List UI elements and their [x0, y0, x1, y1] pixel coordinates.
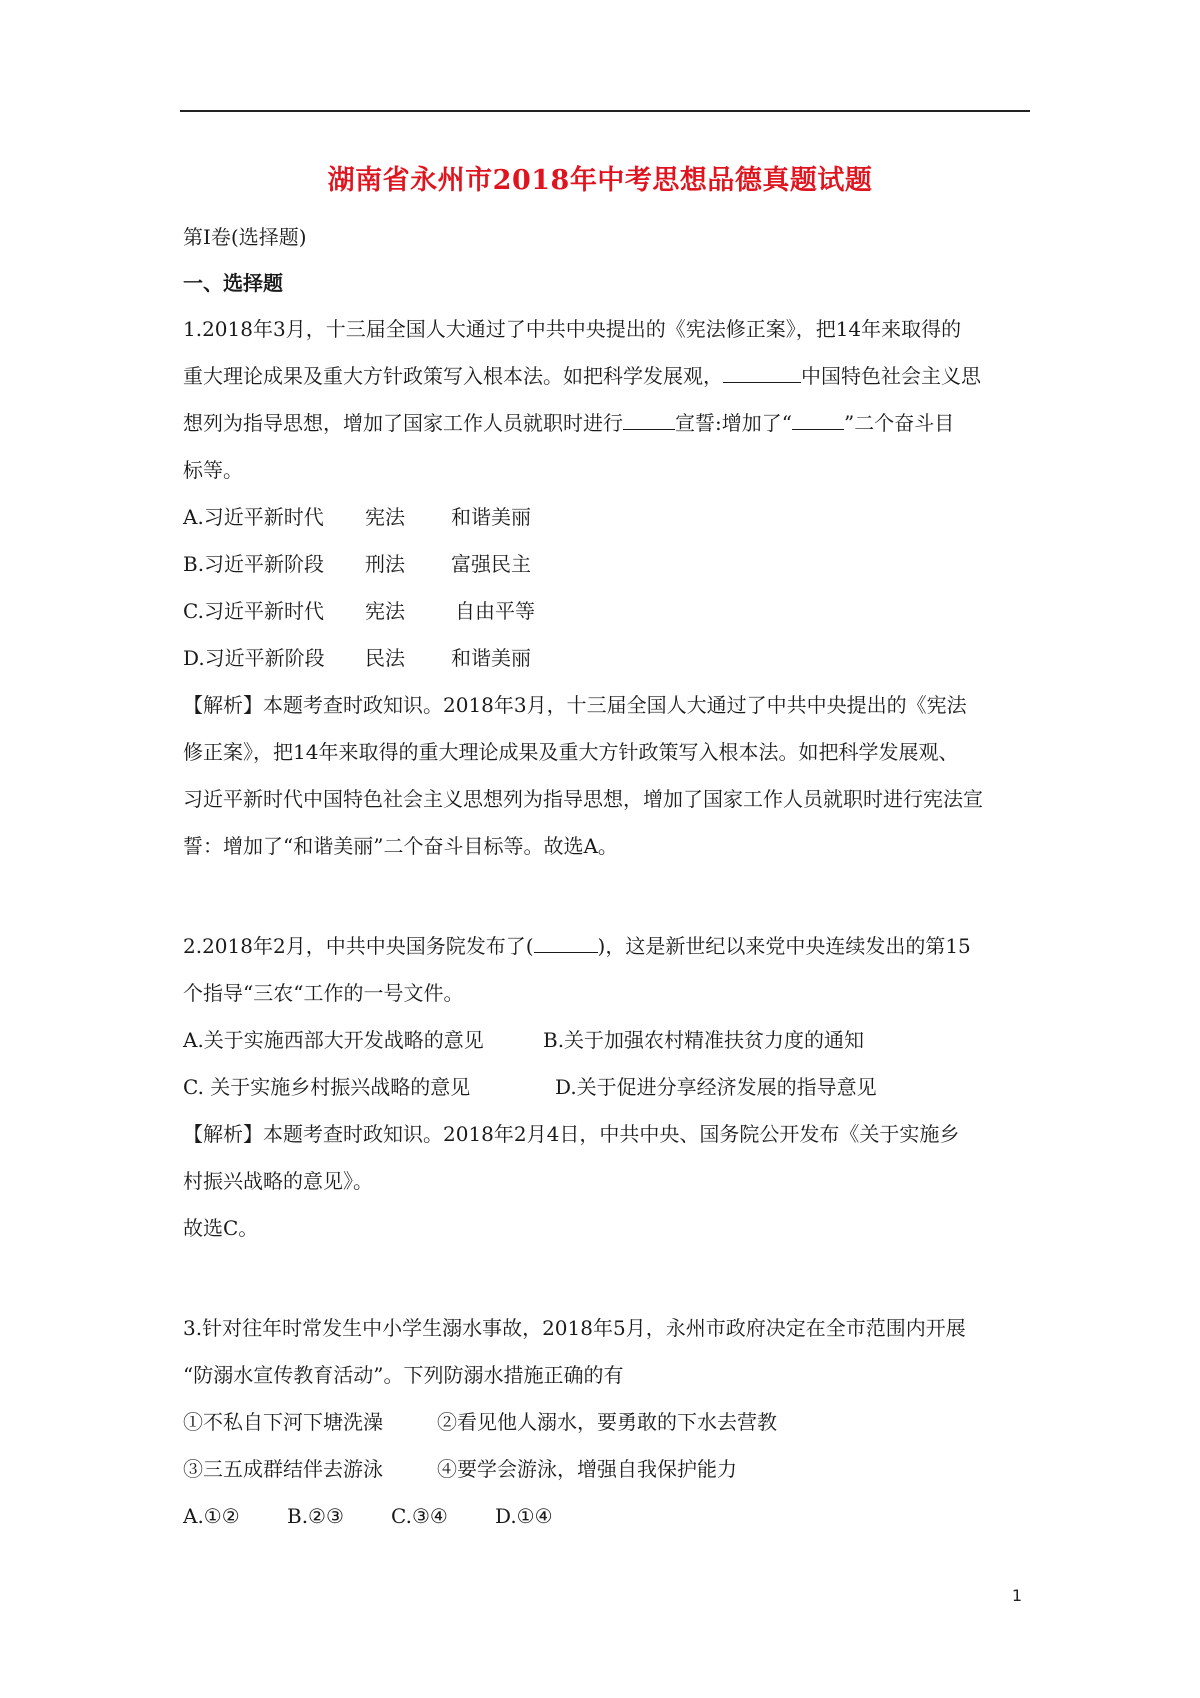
q1-line-3-text-c: ”二个奋斗目	[843, 411, 955, 435]
q1-option-c-goal: 自由平等	[455, 599, 535, 623]
q1-line-4: 标等。	[183, 458, 243, 482]
q1-line-1: 1.2018年3月，十三届全国人大通过了中共中央提出的《宪法修正案》，把14年来取得的	[183, 317, 962, 341]
part-label: 第Ⅰ卷(选择题)	[183, 225, 307, 249]
section-label: 一、选择题	[183, 271, 283, 295]
q3-option-d: D.①④	[495, 1504, 553, 1528]
q2-option-d: D.关于促进分享经济发展的指导意见	[555, 1075, 877, 1099]
q1-option-c-law: 宪法	[365, 599, 405, 623]
q2-option-a: A.关于实施西部大开发战略的意见	[183, 1028, 484, 1052]
q1-line-3-text-b: 宣誓:增加了“	[675, 411, 792, 435]
q3-options	[183, 1501, 553, 1531]
q1-option-a-label: A.习近平新时代	[183, 505, 324, 529]
q1-option-a-goal: 和谐美丽	[451, 505, 531, 529]
q1-option-d-goal: 和谐美丽	[451, 646, 531, 670]
q2-analysis-line-2: 村振兴战略的意见》。	[183, 1169, 373, 1193]
q3-option-b: B.②③	[287, 1504, 344, 1528]
q2-analysis-line-1: 【解析】本题考查时政知识。2018年2月4日，中共中央、国务院公开发布《关于实施乡	[183, 1122, 960, 1146]
q2-option-b: B.关于加强农村精准扶贫力度的通知	[543, 1028, 865, 1052]
q2-options-ab	[183, 1025, 864, 1055]
q1-blank-2	[623, 409, 675, 430]
q1-option-a-law: 宪法	[365, 505, 405, 529]
q3-option-c: C.③④	[391, 1504, 448, 1528]
q3-item-2: ②看见他人溺水，要勇敢的下水去营教	[437, 1410, 777, 1434]
q1-option-b-goal: 富强民主	[451, 552, 531, 576]
q2-line-1-text-b: )，这是新世纪以来党中央连续发出的第15	[597, 934, 971, 958]
q2-line-1-text-a: 2.2018年2月，中共中央国务院发布了(	[183, 934, 534, 958]
q1-option-b-law: 刑法	[365, 552, 405, 576]
q1-line-2-text-a: 重大理论成果及重大方针政策写入根本法。如把科学发展观，	[183, 364, 723, 388]
q1-option-a	[183, 502, 531, 532]
q1-option-d	[183, 643, 531, 673]
q1-blank-1	[723, 362, 801, 383]
q2-line-1	[183, 931, 971, 961]
q1-line-2-text-b: 中国特色社会主义思	[801, 364, 981, 388]
q3-item-1: ①不私自下河下塘洗澡	[183, 1410, 383, 1434]
q1-line-2	[183, 361, 981, 391]
q2-line-2: 个指导“三农“工作的一号文件。	[183, 981, 464, 1005]
q1-analysis-line-2: 修正案》，把14年来取得的重大理论成果及重大方针政策写入根本法。如把科学发展观、	[183, 740, 959, 764]
q3-items-12	[183, 1407, 777, 1437]
q1-option-d-label: D.习近平新阶段	[183, 646, 325, 670]
q1-option-b-label: B.习近平新阶段	[183, 552, 325, 576]
q3-option-a: A.①②	[183, 1504, 240, 1528]
q3-line-2: “防溺水宣传教育活动”。下列防溺水措施正确的有	[183, 1363, 624, 1387]
q2-option-c: C. 关于实施乡村振兴战略的意见	[183, 1075, 471, 1099]
q3-items-34	[183, 1454, 737, 1484]
q1-analysis-line-4: 誓：增加了“和谐美丽”二个奋斗目标等。故选A。	[183, 834, 618, 858]
page-number: 1	[1011, 1586, 1022, 1605]
q1-line-3-text-a: 想列为指导思想，增加了国家工作人员就职时进行	[183, 411, 623, 435]
q1-option-b	[183, 549, 531, 579]
q1-analysis-line-3: 习近平新时代中国特色社会主义思想列为指导思想，增加了国家工作人员就职时进行宪法宣	[183, 787, 983, 811]
q3-item-4: ④要学会游泳，增强自我保护能力	[437, 1457, 737, 1481]
q2-analysis-line-3: 故选C。	[183, 1216, 259, 1240]
q1-line-3	[183, 408, 954, 438]
q2-blank	[534, 932, 598, 953]
q1-blank-3	[792, 409, 844, 430]
q1-option-d-law: 民法	[365, 646, 405, 670]
q2-options-cd	[183, 1072, 877, 1102]
document-title: 湖南省永州市2018年中考思想品德真题试题	[327, 165, 873, 196]
q3-item-3: ③三五成群结伴去游泳	[183, 1457, 383, 1481]
header-rule	[180, 110, 1030, 112]
q3-line-1: 3.针对往年时常发生中小学生溺水事故，2018年5月，永州市政府决定在全市范围内开展	[183, 1316, 966, 1340]
q1-option-c	[183, 596, 535, 626]
q1-option-c-label: C.习近平新时代	[183, 599, 324, 623]
q1-analysis-line-1: 【解析】本题考查时政知识。2018年3月，十三届全国人大通过了中共中央提出的《宪法	[183, 693, 967, 717]
